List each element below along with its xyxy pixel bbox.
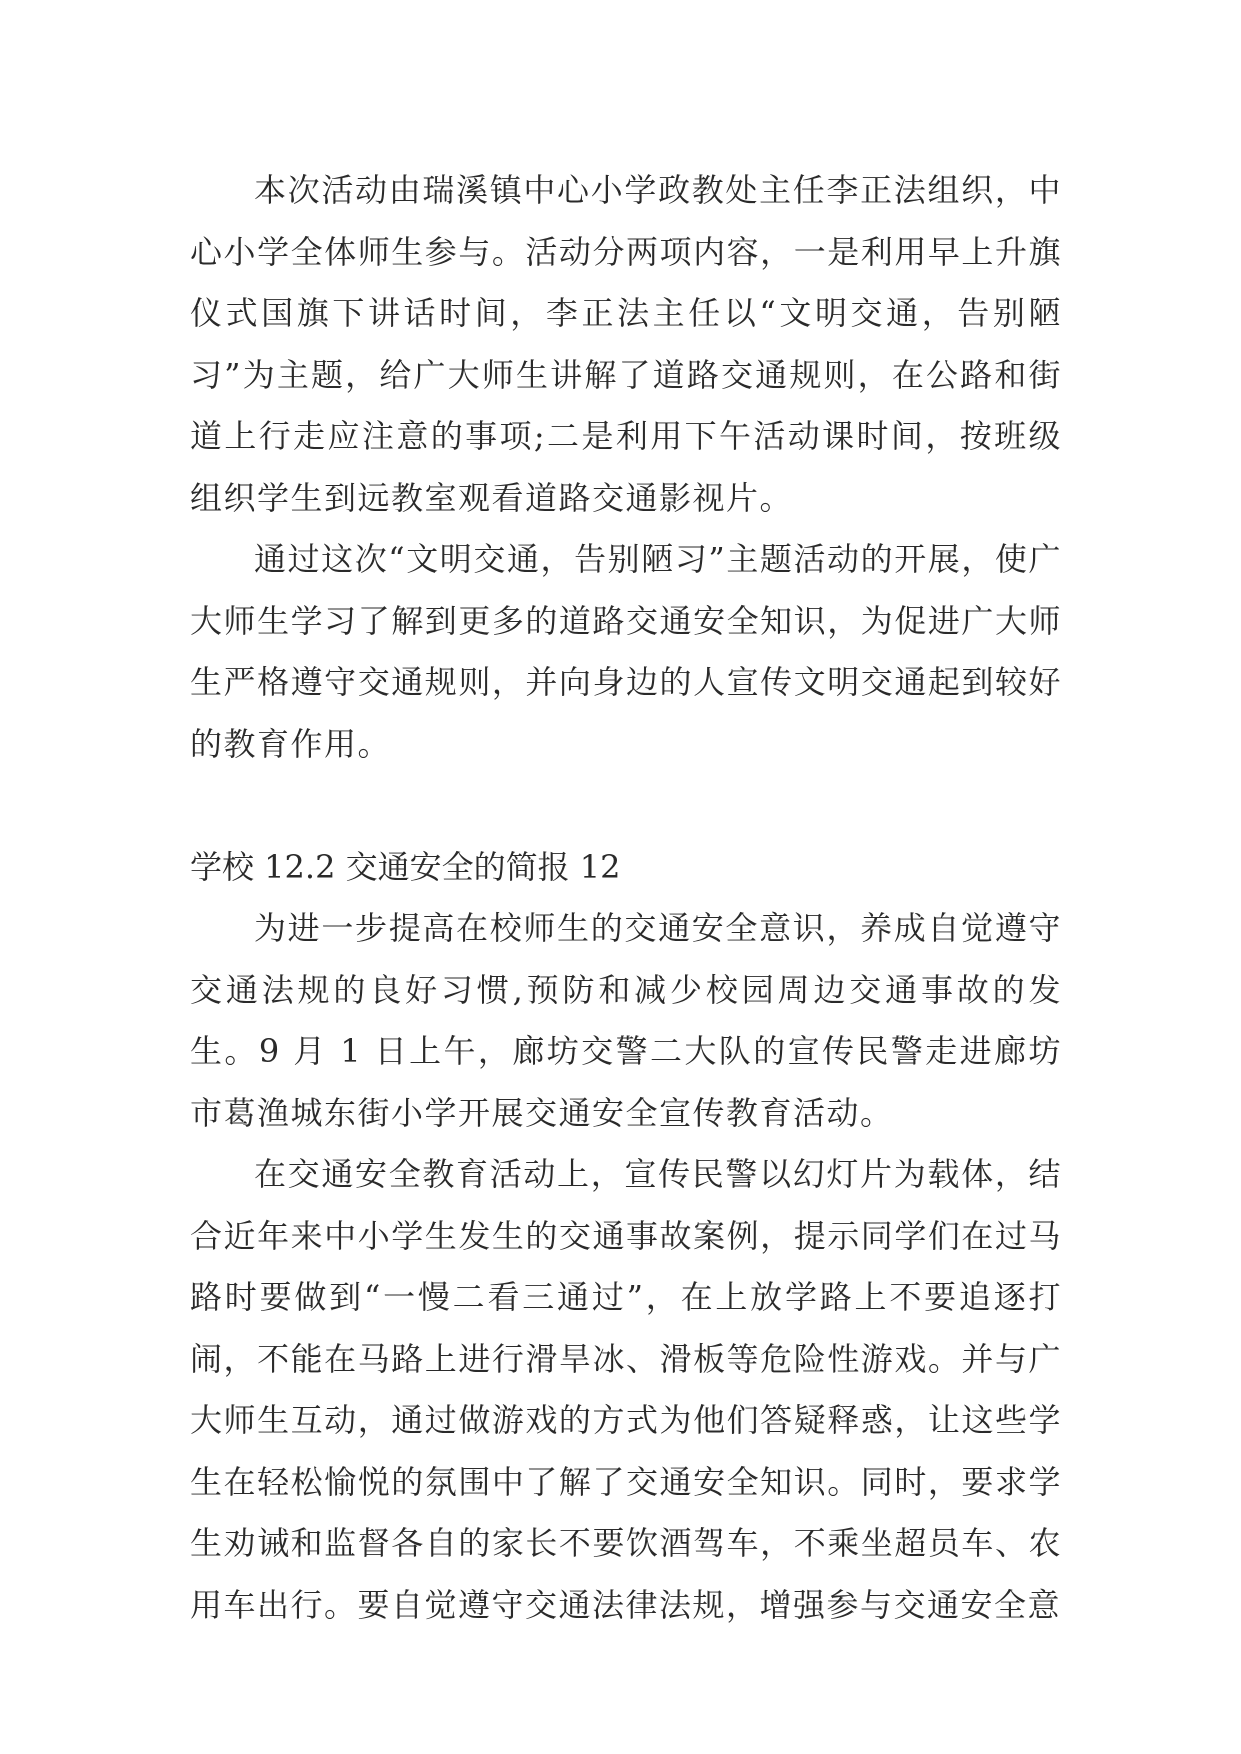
document-body <box>190 160 1062 1636</box>
paragraph-police-visit: 为进一步提高在校师生的交通安全意识，养成自觉遵守交通法规的良好习惯,预防和减少校园周边交通事故的发生。9 月 1 日上午，廊坊交警二大队的宣传民警走进廊坊市葛渔城东街小学开展交通安全宣传教育活动。 <box>190 909 1062 1132</box>
section-spacer <box>190 775 1062 837</box>
paragraph-activity-result: 通过这次“文明交通，告别陋习”主题活动的开展，使广大师生学习了解到更多的道路交通安全知识，为促进广大师生严格遵守交通规则，并向身边的人宣传文明交通起到较好的教育作用。 <box>190 540 1062 763</box>
paragraph-safety-education: 在交通安全教育活动上，宣传民警以幻灯片为载体，结合近年来中小学生发生的交通事故案例，提示同学们在过马路时要做到“一慢二看三通过”，在上放学路上不要追逐打闹，不能在马路上进行滑旱冰、滑板等危险性游戏。并与广大师生互动，通过做游戏的方式为他们答疑释惑，让这些学生在轻松愉悦的氛围中了解了交通安全知识。同时，要求学生劝诫和监督各自的家长不要饮酒驾车，不乘坐超员车、农用车出行。要自觉遵守交通法律法规，增强参与交通安全意 <box>190 1155 1062 1624</box>
paragraph-activity-overview: 本次活动由瑞溪镇中心小学政教处主任李正法组织，中心小学全体师生参与。活动分两项内容，一是利用早上升旗仪式国旗下讲话时间，李正法主任以“文明交通，告别陋习”为主题，给广大师生讲解了道路交通规则，在公路和街道上行走应注意的事项;二是利用下午活动课时间，按班级组织学生到远教室观看道路交通影视片。 <box>190 171 1062 517</box>
section-heading: 学校 12.2 交通安全的简报 12 <box>190 847 621 886</box>
